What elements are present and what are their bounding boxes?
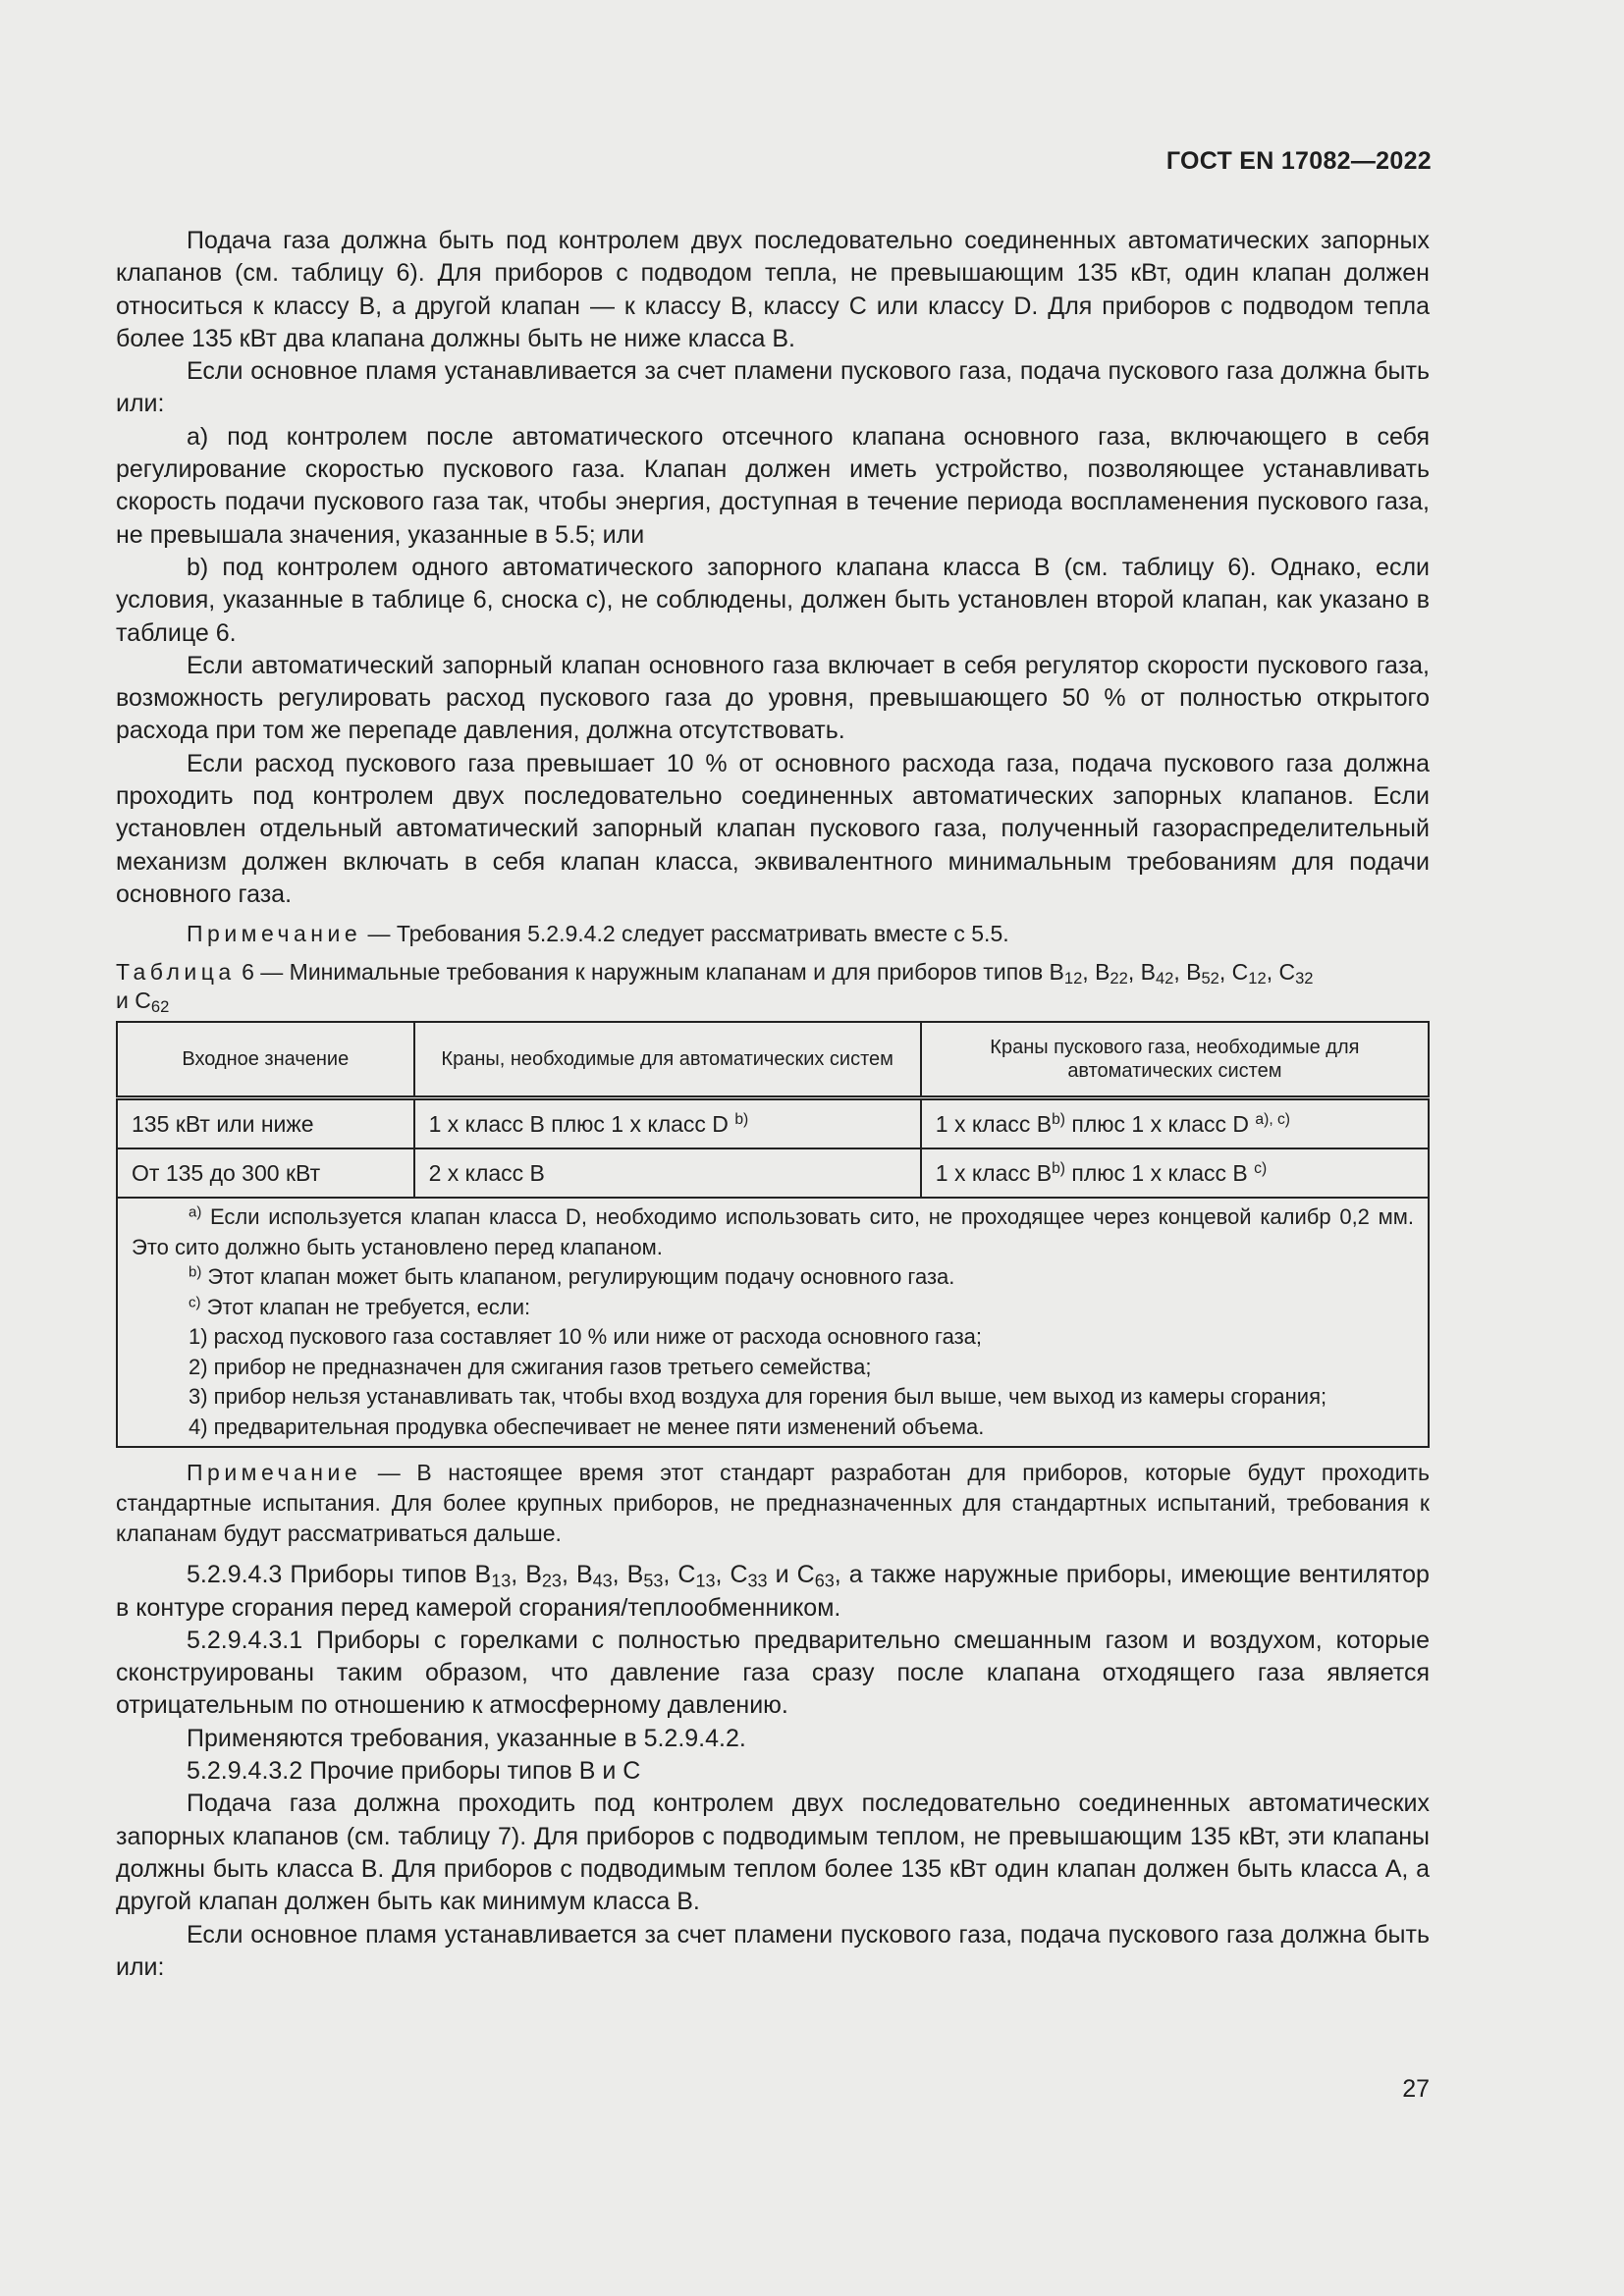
page-number: 27: [1402, 2075, 1430, 2103]
cell-text: плюс 1 х класс B: [1065, 1160, 1255, 1187]
caption-and: и: [116, 988, 129, 1014]
cell-text: 1 х класс B: [935, 1111, 1053, 1138]
table-row: [117, 1148, 1429, 1198]
type-index: 52: [1201, 969, 1219, 988]
type-index: 13: [695, 1571, 716, 1591]
type-index: 63: [814, 1571, 835, 1591]
type-letter: C: [1278, 959, 1296, 986]
paragraph: Применяются требования, указанные в 5.2.9.4.2.: [187, 1724, 746, 1752]
footnote-text: Этот клапан может быть клапаном, регулирующим подачу основного газа.: [201, 1264, 955, 1290]
type-index: 12: [1063, 969, 1083, 988]
type-letter: B: [474, 1561, 492, 1589]
type-letter: B: [1095, 959, 1110, 986]
footnote-c-item: 1) расход пускового газа составляет 10 % или ниже от расхода основного газа;: [189, 1324, 983, 1350]
type-letter: C: [135, 988, 151, 1014]
type-index: 22: [1110, 969, 1128, 988]
type-index: 42: [1155, 969, 1174, 988]
footnote-ref: a), c): [1255, 1111, 1291, 1129]
note: [116, 1458, 1430, 1549]
table-footnotes-row: [117, 1198, 1429, 1447]
footnote-text: Если используется клапан класса D, необходимо использовать сито, не проходящее через концевой калибр 0,2 мм. Это сито должно быть установлено перед клапаном.: [132, 1204, 1414, 1259]
cell-main-valves: [414, 1098, 921, 1149]
cell-main-valves: [414, 1148, 921, 1198]
note-text: — В настоящее время этот стандарт разработан для приборов, которые будут проходить стандартные испытания. Для более крупных приборов, не предназначенных для стандартных испытаний, требования к клапанам будут рассматриваться дальше.: [116, 1460, 1430, 1547]
cell-pilot-valves: [921, 1148, 1429, 1198]
paragraph: Если автоматический запорный клапан основного газа включает в себя регулятор скорости пускового газа, возможность регулировать расход пускового газа до уровня, превышающего 50 % от полностью открытого расхода при том же перепаде давления, должна отсутствовать.: [116, 651, 1430, 745]
list-item-a: a) под контролем после автоматического отсечного клапана основного газа, включающего в себя регулирование скоростью пускового газа. Клапан должен иметь устройство, позволяющее устанавливать скорость подачи пускового газа так, чтобы энергия, доступная в течение периода воспламенения пускового газа, не превышала значения, указанные в 5.5; или: [116, 422, 1430, 549]
footnote-text: Этот клапан не требуется, если:: [200, 1294, 531, 1319]
type-letter: B: [575, 1561, 593, 1589]
footnote-c-item: 2) прибор не предназначен для сжигания газов третьего семейства;: [189, 1354, 872, 1379]
table-footnotes: [117, 1198, 1429, 1447]
table-row: [117, 1098, 1429, 1149]
section-text: и: [767, 1561, 797, 1589]
section-heading-5-2-9-4-3: 5.2.9.4.3 Приборы типов $B_{13}$, $B_{23}$, $B_{43}$, $B_{53}$, $C_{13}$, $C_{33}$ и $C_{63}$, а также наружные приборы, имеющие вентилятор в контуре сгорания перед камерой сгорания/теплообменником.: [116, 1561, 1430, 1622]
type-index: 62: [150, 997, 170, 1017]
footnote-mark: c): [189, 1294, 201, 1311]
note-label: Примечание: [187, 1460, 362, 1486]
cell-text: 1 х класс B: [935, 1160, 1053, 1187]
type-letter: C: [796, 1561, 815, 1589]
paragraph: Если расход пускового газа превышает 10 % от основного расхода газа, подача пускового газа должна проходить под контролем двух последовательно соединенных автоматических запорных клапанов. Если установлен отдельный автоматический запорный клапан пускового газа, полученный газораспределительный механизм должен включать в себя клапан класса, эквивалентного минимальным требованиям для подачи основного газа.: [116, 749, 1430, 908]
header-pilot-valves: Краны пускового газа, необходимые для автоматических систем: [921, 1022, 1429, 1098]
header-input-value: Входное значение: [117, 1022, 414, 1098]
section-text: , а также наружные приборы, имеющие вентилятор в контуре сгорания перед камерой сгорания/теплообменником.: [116, 1561, 1430, 1622]
footnote-a: [132, 1202, 1414, 1262]
type-index: 23: [541, 1571, 562, 1591]
section-text: 5.2.9.4.3 Приборы типов: [187, 1561, 475, 1589]
paragraph: Если основное пламя устанавливается за счет пламени пускового газа, подача пускового газа должна быть или:: [116, 357, 1430, 418]
section-heading: 5.2.9.4.3.2 Прочие приборы типов B и C: [187, 1757, 641, 1786]
type-letter: C: [730, 1561, 748, 1589]
paragraph: Подача газа должна проходить под контролем двух последовательно соединенных автоматических запорных клапанов (см. таблицу 7). Для приборов с подводимым теплом, не превышающим 135 кВт, эти клапаны должны быть класса B. Для приборов с подводимым теплом более 135 кВт один клапан должен быть класса A, а другой клапан должен быть как минимум класса B.: [116, 1789, 1430, 1916]
footnote-b: [132, 1262, 1414, 1293]
footnote-ref: b): [1052, 1111, 1066, 1129]
footnote-c-item: 4) предварительная продувка обеспечивает не менее пяти изменений объема.: [189, 1414, 985, 1439]
type-letter: B: [626, 1561, 644, 1589]
caption-number: 6: [242, 959, 254, 986]
type-letter: B: [525, 1561, 542, 1589]
table-header-row: [117, 1022, 1429, 1098]
type-letter: B: [1140, 959, 1156, 986]
footnote-ref: b): [1052, 1160, 1066, 1178]
type-letter: C: [1231, 959, 1249, 986]
cell-input: 135 кВт или ниже: [117, 1098, 414, 1149]
paragraph: 5.2.9.4.3.1 Приборы с горелками с полностью предварительно смешанным газом и воздухом, которые сконструированы таким образом, что давление газа сразу после клапана отходящего газа является отрицательным по отношению к атмосферному давлению.: [116, 1626, 1430, 1720]
caption-text: — Минимальные требования к наружным клапанам и для приборов типов: [253, 959, 1050, 986]
footnote-mark: b): [189, 1263, 202, 1281]
list-item-b: b) под контролем одного автоматического запорного клапана класса B (см. таблицу 6). Однако, если условия, указанные в таблице 6, сноска c), не соблюдены, должен быть установлен второй клапан, как указано в таблице 6.: [116, 553, 1430, 647]
note-text: — Требования 5.2.9.4.2 следует рассматривать вместе с 5.5.: [361, 921, 1009, 947]
paragraph: Если основное пламя устанавливается за счет пламени пускового газа, подача пускового газа должна быть или:: [116, 1920, 1430, 1981]
valve-requirements-table: [116, 1021, 1430, 1448]
type-index: 43: [592, 1571, 613, 1591]
type-index: 13: [491, 1571, 512, 1591]
footnote-c-item: 3) прибор нельзя устанавливать так, чтобы вход воздуха для горения был выше, чем выход из камеры сгорания;: [189, 1384, 1327, 1410]
footnote-mark: a): [189, 1203, 202, 1221]
type-index: 12: [1248, 969, 1267, 988]
main-content: [116, 225, 1430, 1984]
cell-text: 1 х класс B плюс 1 х класс D: [428, 1111, 735, 1138]
cell-pilot-valves: [921, 1098, 1429, 1149]
table-caption: Таблица 6 — Минимальные требования к наружным клапанам и для приборов типов $B_{12}$, $B_{22}$, $B_{42}$, $B_{52}$, $C_{12}$, $C_{32}$ и $C_{62}$: [116, 959, 1314, 1017]
type-letter: B: [1049, 959, 1064, 986]
footnote-ref: c): [1254, 1160, 1268, 1178]
type-index: 32: [1295, 969, 1314, 988]
cell-input: От 135 до 300 кВт: [117, 1148, 414, 1198]
caption-label: Таблица: [116, 959, 236, 986]
document-header: ГОСТ EN 17082—2022: [1165, 147, 1432, 175]
type-index: 33: [747, 1571, 768, 1591]
paragraph: Подача газа должна быть под контролем двух последовательно соединенных автоматических запорных клапанов (см. таблицу 6). Для приборов с подводом тепла, не превышающим 135 кВт, один клапан должен относиться к классу B, а другой клапан — к классу B, классу C или классу D. Для приборов с подводом тепла более 135 кВт два клапана должны быть не ниже класса B.: [116, 227, 1430, 352]
note-label: Примечание: [187, 921, 362, 947]
note: [116, 919, 1430, 948]
type-letter: C: [677, 1561, 696, 1589]
footnote-c: [132, 1293, 1414, 1323]
cell-text: 2 х класс B: [428, 1160, 545, 1187]
cell-text: плюс 1 х класс D: [1065, 1111, 1256, 1138]
type-letter: B: [1186, 959, 1202, 986]
header-main-valves: Краны, необходимые для автоматических систем: [414, 1022, 921, 1098]
type-index: 53: [643, 1571, 664, 1591]
footnote-ref: b): [734, 1111, 749, 1129]
